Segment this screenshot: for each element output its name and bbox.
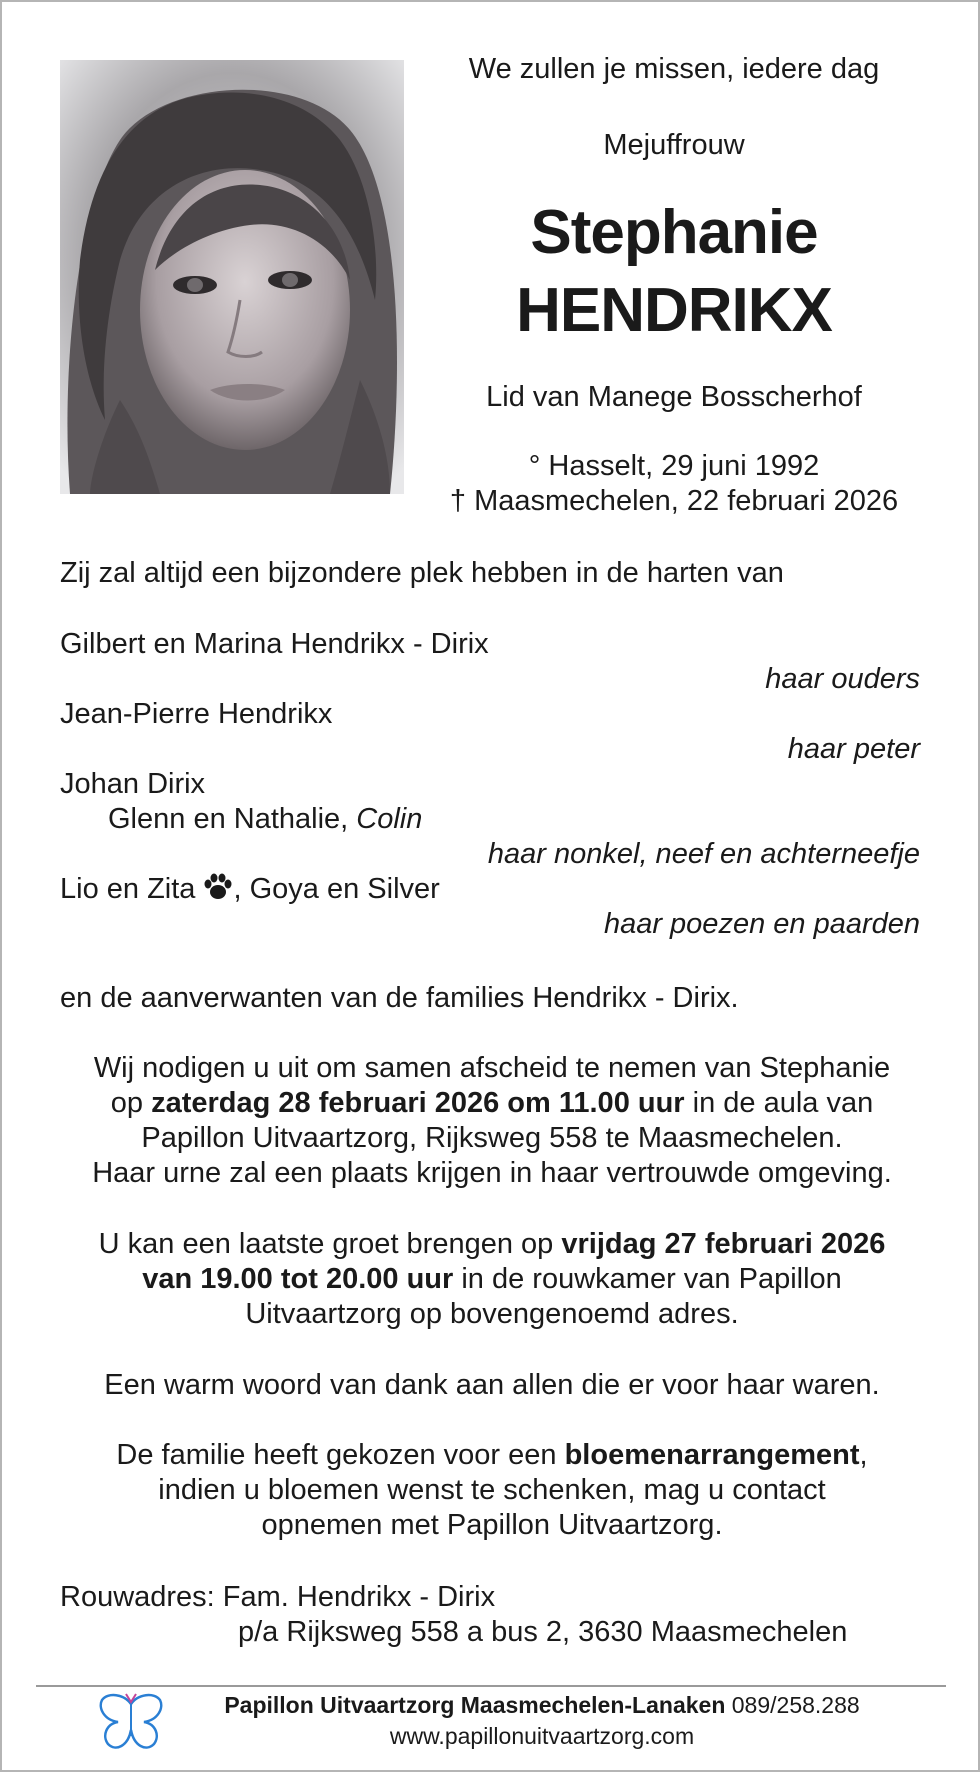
footer-company-line bbox=[152, 1690, 932, 1720]
family-godfather: Jean-Pierre Hendrikx bbox=[60, 698, 333, 730]
footer-website[interactable]: www.papillonuitvaartzorg.com bbox=[389, 1723, 695, 1749]
flowers-line-2: indien u bloemen wenst te schenken, mag u contact bbox=[158, 1474, 826, 1506]
family-pets-relation: haar poezen en paarden bbox=[603, 908, 920, 940]
death-line bbox=[404, 484, 944, 519]
cross-icon: † bbox=[449, 485, 467, 517]
thanks: Een warm woord van dank aan allen die er voor haar waren. bbox=[104, 1369, 880, 1401]
family-pets bbox=[60, 872, 440, 907]
ceremony-line-1: Wij nodigen u uit om samen afscheid te nemen van Stephanie bbox=[93, 1052, 891, 1084]
membership: Lid van Manege Bosscherhof bbox=[486, 381, 862, 413]
pets-horses: , Goya en Silver bbox=[233, 873, 440, 905]
pets-cats: Lio en Zita bbox=[60, 873, 204, 905]
visit-time: van 19.00 tot 20.00 uur bbox=[142, 1263, 454, 1295]
cousin-child: Colin bbox=[356, 803, 423, 835]
footer-company: Papillon Uitvaartzorg Maasmechelen-Lanaken bbox=[224, 1692, 726, 1718]
flowers-arrangement: bloemenarrangement bbox=[564, 1439, 860, 1471]
family-parents: Gilbert en Marina Hendrikx - Dirix bbox=[60, 628, 489, 660]
ceremony-text: op bbox=[110, 1087, 152, 1119]
visit-date: vrijdag 27 februari 2026 bbox=[561, 1228, 886, 1260]
address-street: p/a Rijksweg 558 a bus 2, 3630 Maasmechelen bbox=[238, 1616, 848, 1648]
motto: We zullen je missen, iedere dag bbox=[468, 53, 880, 85]
flowers-comma: , bbox=[859, 1439, 868, 1471]
paw-print-icon bbox=[203, 873, 233, 901]
address-label: Rouwadres: Fam. Hendrikx - Dirix bbox=[60, 1581, 496, 1613]
flowers-line-3: opnemen met Papillon Uitvaartzorg. bbox=[261, 1509, 723, 1541]
footer-phone[interactable]: 089/258.288 bbox=[725, 1692, 860, 1718]
ceremony-text-2: in de aula van bbox=[684, 1087, 874, 1119]
visit-line-2 bbox=[42, 1262, 942, 1297]
birth-line: ° Hasselt, 29 juni 1992 bbox=[528, 450, 820, 482]
footer-divider bbox=[36, 1685, 946, 1687]
last-name: HENDRIKX bbox=[516, 276, 832, 345]
visit-line-1 bbox=[42, 1227, 942, 1262]
family-cousins bbox=[108, 802, 422, 837]
intro: Zij zal altijd een bijzondere plek hebben in de harten van bbox=[60, 557, 784, 589]
flowers-text: De familie heeft gekozen voor een bbox=[116, 1439, 565, 1471]
ceremony-line-2 bbox=[42, 1086, 942, 1121]
ceremony-line-4: Haar urne zal een plaats krijgen in haar vertrouwde omgeving. bbox=[92, 1157, 892, 1189]
family-parents-relation: haar ouders bbox=[765, 663, 920, 695]
visit-text: U kan een laatste groet brengen op bbox=[98, 1228, 562, 1260]
first-name: Stephanie bbox=[530, 198, 818, 267]
ceremony-line-3: Papillon Uitvaartzorg, Rijksweg 558 te Maasmechelen. bbox=[141, 1122, 843, 1154]
salutation: Mejuffrouw bbox=[603, 129, 745, 161]
family-godfather-relation: haar peter bbox=[787, 733, 920, 765]
cousins-names: Glenn en Nathalie, bbox=[108, 803, 357, 835]
family-uncle-relation: haar nonkel, neef en achterneefje bbox=[487, 838, 920, 870]
family-uncle: Johan Dirix bbox=[60, 768, 206, 800]
death-text: Maasmechelen, 22 februari 2026 bbox=[474, 485, 899, 517]
visit-line-3: Uitvaartzorg op bovengenoemd adres. bbox=[245, 1298, 739, 1330]
relatives: en de aanverwanten van de families Hendrikx - Dirix. bbox=[60, 982, 739, 1014]
flowers-line-1 bbox=[42, 1438, 942, 1473]
visit-text-2: in de rouwkamer van Papillon bbox=[453, 1263, 842, 1295]
ceremony-datetime: zaterdag 28 februari 2026 om 11.00 uur bbox=[151, 1087, 685, 1119]
portrait-photo bbox=[60, 60, 404, 494]
